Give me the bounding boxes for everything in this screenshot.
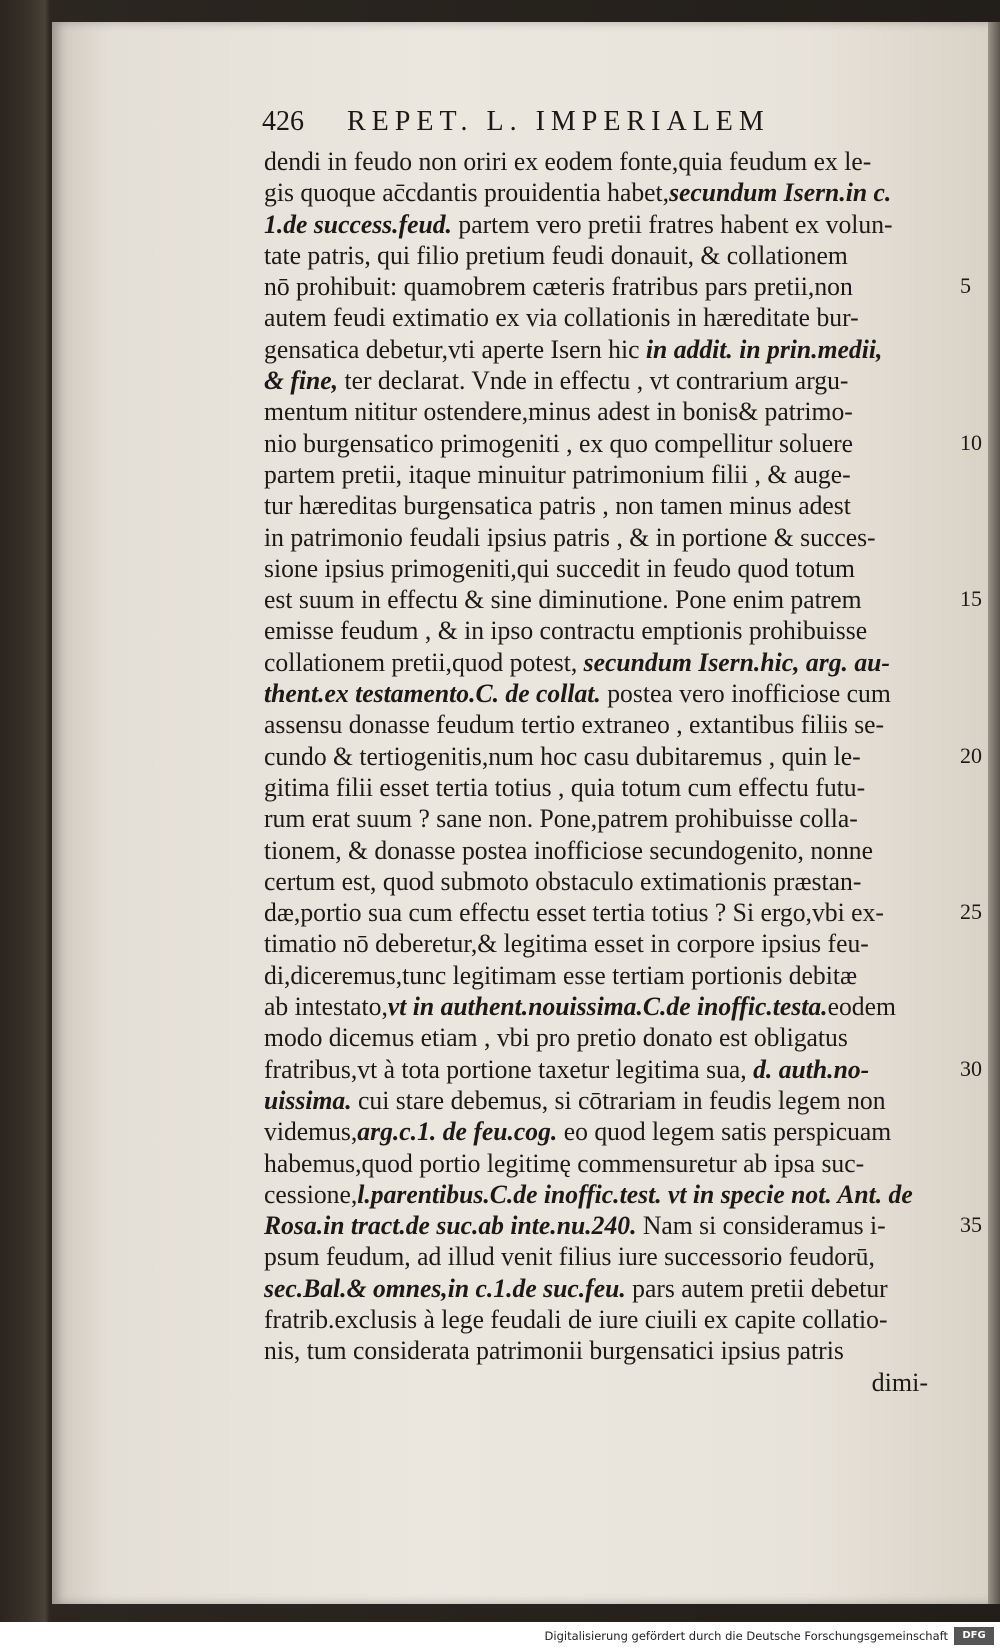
dfg-logo-icon: DFG — [954, 1627, 994, 1645]
text-line — [264, 772, 954, 803]
line-text: timatio nō deberetur,& legitima esset in corpore ipsius feu- — [264, 929, 869, 959]
text-line — [264, 1116, 954, 1147]
text-line — [264, 146, 954, 177]
text-line — [264, 1273, 954, 1304]
text-line — [264, 1085, 954, 1116]
citation-text: l.parentibus.C.de inoffic.test. vt in specie not. Ant. de — [357, 1179, 913, 1209]
citation-text: arg.c.1. de feu.cog. — [357, 1117, 558, 1147]
text-line — [264, 553, 954, 584]
line-text: partem vero pretii fratres habent ex volun- — [451, 209, 893, 239]
line-text: partem pretii, itaque minuitur patrimonium filii , & auge- — [264, 459, 851, 489]
text-line — [264, 271, 954, 302]
text-line — [264, 1335, 954, 1366]
line-text: di,diceremus,tunc legitimam esse tertiam portionis debitæ — [264, 960, 858, 990]
line-text: ab intestato, — [264, 992, 388, 1022]
text-line — [264, 709, 954, 740]
line-text: rum erat suum ? sane non. Pone,patrem prohibuisse colla- — [264, 804, 858, 834]
line-text: emisse feudum , & in ipso contractu emptionis prohibuisse — [264, 616, 868, 646]
text-line — [264, 302, 954, 333]
text-line — [264, 177, 954, 208]
line-text: Nam si consideramus i- — [636, 1211, 886, 1241]
line-text: postea vero inofficiose cum — [600, 679, 891, 709]
catchword: dimi- — [871, 1367, 928, 1397]
text-line — [264, 866, 954, 897]
page-number: 426 — [262, 106, 304, 137]
citation-text: uissima. — [264, 1085, 352, 1115]
text-line — [264, 897, 954, 928]
line-text: gitima filii esset tertia totius , quia totum cum effectu futu- — [264, 772, 866, 802]
line-text: nō prohibuit: quamobrem cæteris fratribus pars pretii,non — [264, 272, 853, 302]
citation-text: Rosa.in tract.de suc.ab inte.nu.240. — [264, 1211, 637, 1241]
text-line — [264, 741, 954, 772]
line-text: tate patris, qui filio pretium feudi donauit, & collationem — [264, 240, 848, 270]
line-text: dæ,portio sua cum effectu esset tertia totius ? Si ergo,vbi ex- — [264, 898, 884, 928]
text-line — [264, 1054, 954, 1085]
line-text: cui stare debemus, si cōtrariam in feudis legem non — [351, 1085, 886, 1115]
line-text: fratrib.exclusis à lege feudali de iure ciuili ex capite collatio- — [264, 1304, 888, 1334]
line-text: nis, tum considerata patrimonii burgensatici ipsius patris — [264, 1336, 844, 1366]
footer-credit: Digitalisierung gefördert durch die Deutsche Forschungsgemeinschaft — [544, 1629, 948, 1643]
text-line — [264, 240, 954, 271]
line-text: autem feudi extimatio ex via collationis in hæreditate bur- — [264, 303, 859, 333]
margin-number: 5 — [960, 273, 971, 299]
line-text: in patrimonio feudali ipsius patris , & in portione & succes- — [264, 522, 876, 552]
text-line — [264, 584, 954, 615]
margin-number: 35 — [960, 1212, 982, 1238]
line-text: modo dicemus etiam , vbi pro pretio donato est obligatus — [264, 1023, 848, 1053]
line-text: pars autem pretii debetur — [625, 1273, 888, 1303]
text-line — [264, 1210, 954, 1241]
text-line — [264, 1304, 954, 1335]
text-line — [264, 1179, 954, 1210]
margin-number: 20 — [960, 742, 982, 768]
text-line — [264, 647, 954, 678]
text-line — [264, 1022, 954, 1053]
citation-text: secundum Isern.in c. — [669, 178, 892, 208]
text-line — [264, 428, 954, 459]
text-line — [264, 334, 954, 365]
line-text: videmus, — [264, 1117, 358, 1147]
text-line — [264, 991, 954, 1022]
citation-text: d. auth.no- — [753, 1054, 870, 1084]
line-text: psum feudum, ad illud venit filius iure successorio feudorū, — [264, 1242, 875, 1272]
line-text: dendi in feudo non oriri ex eodem fonte,quia feudum ex le- — [264, 147, 872, 176]
citation-text: & fine, — [264, 366, 339, 396]
line-text: cessione, — [264, 1179, 358, 1209]
line-text: gensatica debetur,vti aperte Isern hic — [264, 334, 646, 364]
line-text: certum est, quod submoto obstaculo extimationis præstan- — [264, 866, 862, 896]
text-line — [264, 960, 954, 991]
running-header — [262, 106, 862, 146]
text-line — [264, 615, 954, 646]
text-line — [264, 928, 954, 959]
citation-text: thent.ex testamento.C. de collat. — [264, 679, 601, 709]
text-line — [264, 803, 954, 834]
citation-text: sec.Bal.& omnes,in c.1.de suc.feu. — [264, 1273, 626, 1303]
text-line — [264, 459, 954, 490]
citation-text: in addit. in prin.medii, — [645, 334, 883, 364]
text-line — [264, 396, 954, 427]
body-text — [264, 146, 964, 1398]
margin-number: 25 — [960, 899, 982, 925]
text-line — [264, 209, 954, 240]
line-text: habemus,quod portio legitimę commensuretur ab ipsa suc- — [264, 1148, 865, 1178]
line-text: mentum nititur ostendere,minus adest in bonis& patrimo- — [264, 397, 853, 427]
line-text: tur hæreditas burgensatica patris , non tamen minus adest — [264, 491, 851, 521]
line-text: est suum in effectu & sine diminutione. Pone enim patrem — [264, 585, 862, 615]
citation-text: vt in authent.nouissima.C.de inoffic.testa. — [387, 992, 828, 1022]
text-line — [264, 490, 954, 521]
line-text: collationem pretii,quod potest, — [264, 647, 584, 677]
line-text: cundo & tertiogenitis,num hoc casu dubitaremus , quin le- — [264, 741, 861, 771]
line-text: tionem, & donasse postea inofficiose secundogenito, nonne — [264, 835, 873, 865]
line-text: ter declarat. Vnde in effectu , vt contrarium argu- — [338, 366, 849, 396]
citation-text: secundum Isern.hic, arg. au- — [583, 647, 890, 677]
text-line — [264, 1241, 954, 1272]
text-line — [264, 678, 954, 709]
margin-number: 10 — [960, 429, 982, 455]
running-title: REPET. L. IMPERIALEM — [347, 106, 770, 137]
line-text: nio burgensatico primogeniti , ex quo compellitur soluere — [264, 428, 854, 458]
text-line — [264, 835, 954, 866]
line-text: sione ipsius primogeniti,qui succedit in feudo quod totum — [264, 553, 855, 583]
text-line — [264, 522, 954, 553]
text-line — [264, 1148, 954, 1179]
margin-number: 15 — [960, 586, 982, 612]
line-text: assensu donasse feudum tertio extraneo , extantibus filiis se- — [264, 710, 885, 740]
line-text: eo quod legem satis perspicuam — [557, 1117, 892, 1147]
line-text: gis quoque ac̄cdantis prouidentia habet, — [264, 178, 670, 208]
page-edge — [988, 22, 1000, 1604]
line-text: eodem — [827, 992, 896, 1022]
footer-bar — [0, 1622, 1000, 1651]
line-text: fratribus,vt à tota portione taxetur legitima sua, — [264, 1054, 754, 1084]
margin-number: 30 — [960, 1055, 982, 1081]
text-line — [264, 365, 954, 396]
citation-text: 1.de success.feud. — [264, 209, 452, 239]
